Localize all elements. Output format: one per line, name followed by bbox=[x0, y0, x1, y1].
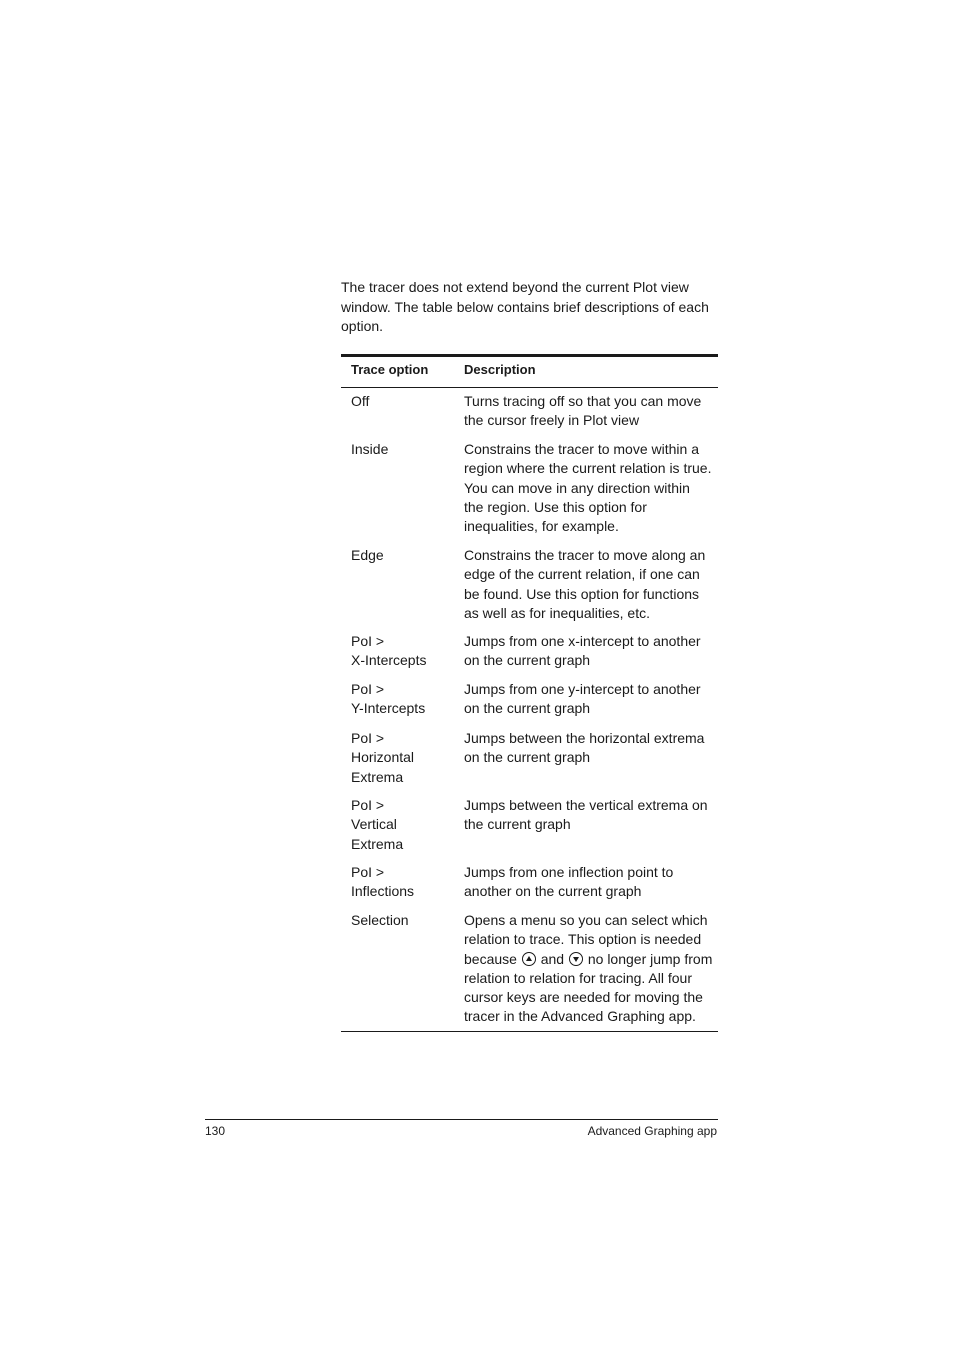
description-cell bbox=[464, 680, 712, 719]
option-text: PoI > bbox=[351, 730, 385, 746]
description-text: relation to trace. This option is needed bbox=[464, 931, 702, 948]
table-top-rule bbox=[341, 354, 718, 357]
description-text: inequalities, for example. bbox=[464, 518, 619, 535]
option-text: Extrema bbox=[351, 835, 404, 852]
description-cell bbox=[464, 440, 712, 536]
description-text: relation to relation for tracing. All four bbox=[464, 969, 693, 986]
key-line-prefix: because bbox=[464, 950, 517, 967]
trace-option-cell bbox=[351, 680, 456, 719]
intro-line: option. bbox=[341, 318, 384, 334]
description-text: tracer in the Advanced Graphing app. bbox=[464, 1008, 696, 1025]
table-bottom-rule bbox=[341, 1031, 718, 1032]
key-line-suffix: no longer jump from bbox=[587, 950, 713, 967]
description-key-line bbox=[464, 950, 712, 969]
description-text: on the current graph bbox=[464, 652, 591, 669]
down-arrow-key-icon bbox=[569, 952, 583, 966]
description-text: cursor keys are needed for moving the bbox=[464, 989, 703, 1006]
intro-line: The tracer does not extend beyond the current Plot view bbox=[341, 279, 689, 295]
description-cell bbox=[464, 729, 712, 768]
option-text: Off bbox=[351, 393, 370, 409]
trace-option-cell bbox=[351, 546, 456, 565]
option-text: PoI > bbox=[351, 864, 385, 880]
description-text: Jumps from one y-intercept to another bbox=[464, 681, 701, 697]
description-text: the current graph bbox=[464, 816, 571, 833]
up-arrow-key-icon bbox=[522, 952, 536, 966]
option-text: PoI > bbox=[351, 633, 385, 649]
description-cell bbox=[464, 392, 712, 431]
description-cell bbox=[464, 632, 712, 671]
description-text: You can move in any direction within bbox=[464, 479, 690, 496]
description-cell bbox=[464, 911, 712, 1027]
description-text: Opens a menu so you can select which bbox=[464, 912, 708, 928]
footer-rule bbox=[205, 1119, 718, 1120]
page-number: 130 bbox=[205, 1124, 226, 1138]
header-trace-option: Trace option bbox=[351, 362, 429, 377]
running-title: Advanced Graphing app bbox=[587, 1124, 717, 1138]
description-text: Jumps from one inflection point to bbox=[464, 864, 674, 880]
option-text: X-Intercepts bbox=[351, 652, 427, 669]
header-description: Description bbox=[464, 362, 536, 377]
option-text: Y-Intercepts bbox=[351, 700, 426, 717]
option-text: Inflections bbox=[351, 883, 415, 900]
description-text: be found. Use this option for functions bbox=[464, 585, 700, 602]
option-text: Edge bbox=[351, 547, 384, 563]
description-text: the region. Use this option for bbox=[464, 498, 647, 515]
option-text: Inside bbox=[351, 441, 389, 457]
description-text: Turns tracing off so that you can move bbox=[464, 393, 702, 409]
intro-paragraph bbox=[341, 278, 721, 337]
option-text: Selection bbox=[351, 912, 409, 928]
description-text: Constrains the tracer to move along an bbox=[464, 547, 706, 563]
description-text: on the current graph bbox=[464, 749, 591, 766]
description-cell bbox=[464, 863, 712, 902]
trace-option-cell bbox=[351, 796, 456, 854]
table-header-rule bbox=[341, 387, 718, 388]
description-text: Jumps between the horizontal extrema bbox=[464, 730, 705, 746]
option-text: Horizontal bbox=[351, 749, 415, 766]
description-text: another on the current graph bbox=[464, 883, 642, 900]
key-line-middle: and bbox=[540, 950, 565, 967]
trace-option-cell bbox=[351, 632, 456, 671]
description-text: Constrains the tracer to move within a bbox=[464, 441, 699, 457]
trace-option-cell bbox=[351, 440, 456, 459]
trace-option-cell bbox=[351, 392, 456, 411]
description-text: the cursor freely in Plot view bbox=[464, 412, 640, 429]
option-text: PoI > bbox=[351, 681, 385, 697]
option-text: Vertical bbox=[351, 816, 397, 833]
description-text: edge of the current relation, if one can bbox=[464, 566, 700, 583]
description-cell bbox=[464, 796, 712, 835]
description-text: on the current graph bbox=[464, 700, 591, 717]
description-text: Jumps between the vertical extrema on bbox=[464, 797, 708, 813]
description-text: region where the current relation is true. bbox=[464, 460, 712, 477]
description-cell bbox=[464, 546, 712, 623]
trace-option-cell bbox=[351, 729, 456, 787]
option-text: PoI > bbox=[351, 797, 385, 813]
trace-option-cell bbox=[351, 863, 456, 902]
intro-line: window. The table below contains brief descriptions of each bbox=[341, 298, 709, 315]
option-text: Extrema bbox=[351, 768, 404, 785]
trace-option-cell bbox=[351, 911, 456, 930]
description-text: as well as for inequalities, etc. bbox=[464, 604, 650, 621]
description-text: Jumps from one x-intercept to another bbox=[464, 633, 701, 649]
